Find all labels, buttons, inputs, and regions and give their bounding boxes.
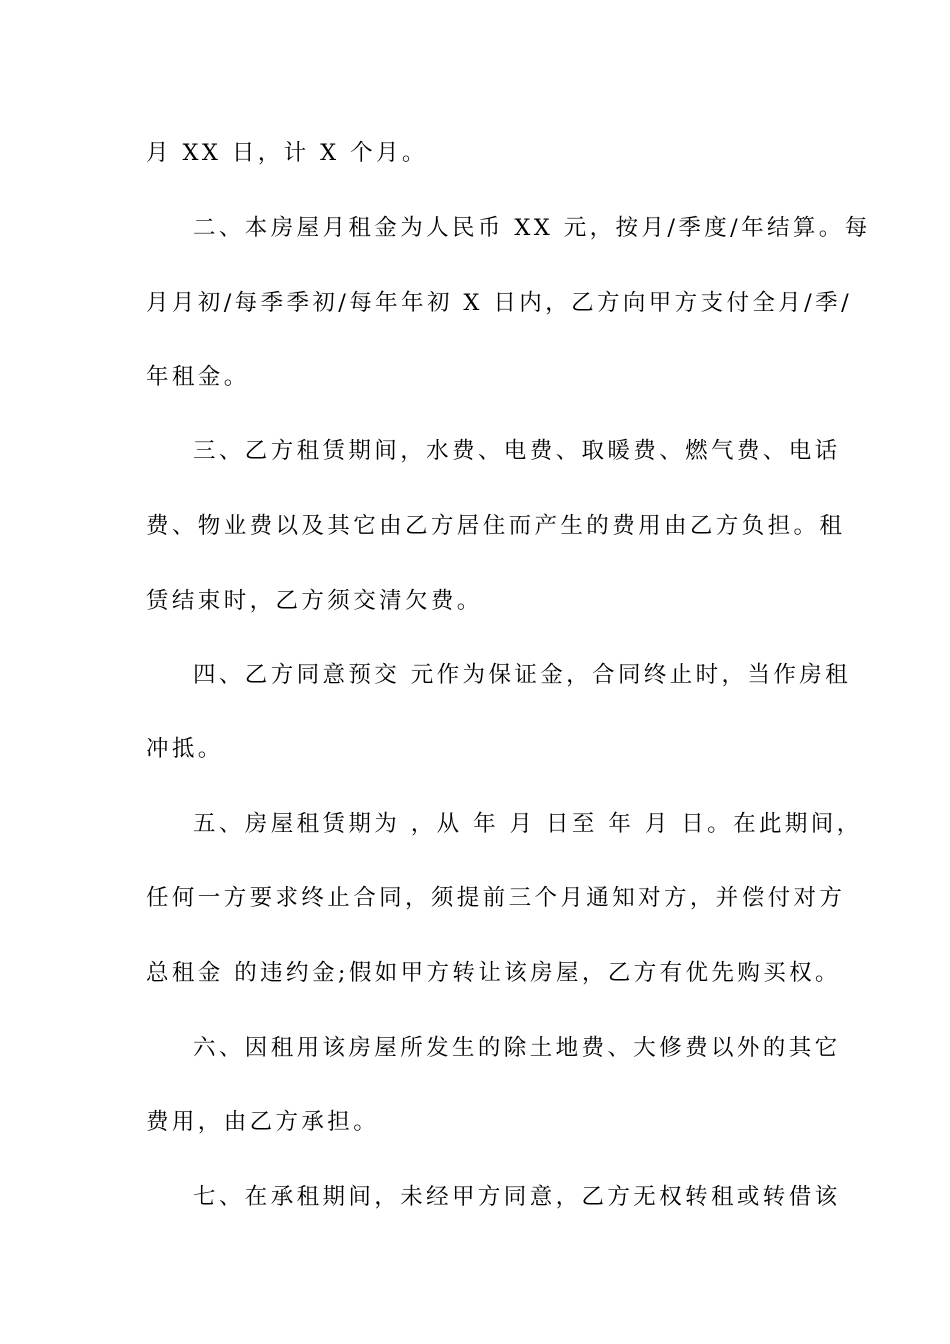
- clause-4-line-2: 冲抵。: [146, 736, 224, 762]
- clause-2-line-3: 年租金。: [146, 364, 250, 390]
- clause-2-line-1: 二、本房屋月租金为人民币 XX 元，按月/季度/年结算。每: [193, 215, 871, 241]
- clause-6-line-2: 费用，由乙方承担。: [146, 1109, 380, 1135]
- clause-3-line-2: 费、物业费以及其它由乙方居住而产生的费用由乙方负担。租: [146, 513, 846, 539]
- clause-4-line-1: 四、乙方同意预交 元作为保证金，合同终止时，当作房租: [193, 662, 852, 688]
- clause-2-line-2: 月月初/每季季初/每年年初 X 日内，乙方向甲方支付全月/季/: [146, 290, 853, 316]
- clause-3-line-1: 三、乙方租赁期间，水费、电费、取暖费、燃气费、电话: [193, 438, 841, 464]
- clause-5-line-1: 五、房屋租赁期为 ，从 年 月 日至 年 月 日。在此期间，: [193, 811, 863, 837]
- text-line-1: 月 XX 日，计 X 个月。: [146, 140, 428, 166]
- clause-7-line-1: 七、在承租期间，未经甲方同意，乙方无权转租或转借该: [193, 1184, 841, 1210]
- clause-5-line-3: 总租金 的违约金;假如甲方转让该房屋，乙方有优先购买权。: [146, 960, 841, 986]
- clause-3-line-3: 赁结束时，乙方须交清欠费。: [146, 588, 483, 614]
- clause-5-line-2: 任何一方要求终止合同，须提前三个月通知对方，并偿付对方: [146, 885, 846, 911]
- clause-6-line-1: 六、因租用该房屋所发生的除土地费、大修费以外的其它: [193, 1035, 841, 1061]
